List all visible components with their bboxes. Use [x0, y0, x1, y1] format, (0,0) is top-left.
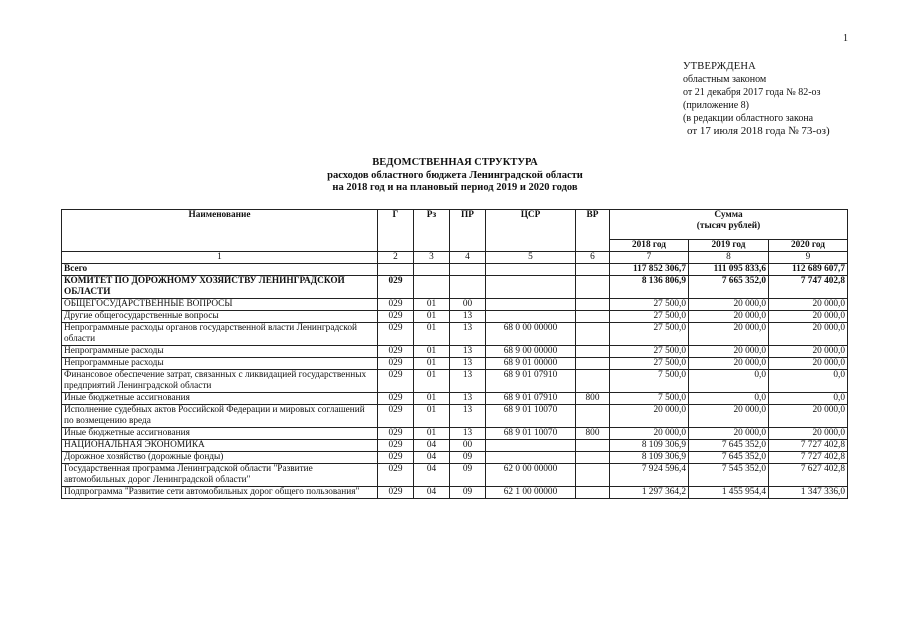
row-pr: 13 — [450, 311, 486, 323]
row-value-2020: 7 727 402,8 — [769, 452, 848, 464]
row-csr — [486, 311, 576, 323]
row-csr: 68 9 01 07910 — [486, 393, 576, 405]
row-vr: 800 — [576, 428, 610, 440]
row-value-2019: 7 665 352,0 — [689, 276, 769, 299]
title-line: на 2018 год и на плановый период 2019 и 2020 годов — [332, 182, 578, 193]
header-name: Наименование — [62, 210, 378, 252]
row-value-2020: 7 747 402,8 — [769, 276, 848, 299]
row-value-2018: 27 500,0 — [610, 346, 689, 358]
row-value-2019: 20 000,0 — [689, 346, 769, 358]
row-name: Иные бюджетные ассигнования — [62, 393, 378, 405]
row-name: Подпрограмма "Развитие сети автомобильных дорог общего пользования" — [62, 487, 378, 499]
row-g: 029 — [378, 487, 414, 499]
row-rz: 04 — [414, 440, 450, 452]
row-value-2018: 8 109 306,9 — [610, 452, 689, 464]
col-number: 2 — [378, 252, 414, 264]
table-row — [62, 393, 848, 405]
row-csr: 68 9 01 00000 — [486, 358, 576, 370]
row-vr — [576, 405, 610, 428]
approval-stamp — [683, 60, 830, 138]
row-value-2019: 20 000,0 — [689, 299, 769, 311]
page-number: 1 — [843, 33, 848, 44]
table-row — [62, 323, 848, 346]
row-value-2018: 8 136 806,9 — [610, 276, 689, 299]
row-rz: 01 — [414, 358, 450, 370]
row-pr: 13 — [450, 428, 486, 440]
row-csr: 68 9 01 07910 — [486, 370, 576, 393]
row-value-2020: 1 347 336,0 — [769, 487, 848, 499]
row-g: 029 — [378, 370, 414, 393]
row-rz: 01 — [414, 405, 450, 428]
row-g: 029 — [378, 452, 414, 464]
header-rz: Рз — [414, 210, 450, 252]
col-number: 7 — [610, 252, 689, 264]
row-value-2018: 7 924 596,4 — [610, 464, 689, 487]
row-name: Иные бюджетные ассигнования — [62, 428, 378, 440]
col-number: 8 — [689, 252, 769, 264]
row-value-2019: 20 000,0 — [689, 428, 769, 440]
row-pr: 13 — [450, 346, 486, 358]
row-g: 029 — [378, 346, 414, 358]
row-value-2019: 7 645 352,0 — [689, 452, 769, 464]
row-pr: 13 — [450, 370, 486, 393]
row-name: Дорожное хозяйство (дорожные фонды) — [62, 452, 378, 464]
row-rz: 01 — [414, 428, 450, 440]
header-sum — [610, 210, 848, 240]
col-number: 9 — [769, 252, 848, 264]
row-g: 029 — [378, 464, 414, 487]
approval-heading: УТВЕРЖДЕНА — [683, 61, 756, 72]
row-value-2020: 112 689 607,7 — [769, 264, 848, 276]
row-pr: 09 — [450, 487, 486, 499]
header-year-2019: 2019 год — [689, 240, 769, 252]
row-g — [378, 264, 414, 276]
table-row — [62, 464, 848, 487]
table-row — [62, 264, 848, 276]
header-year-2018: 2018 год — [610, 240, 689, 252]
row-value-2020: 20 000,0 — [769, 358, 848, 370]
row-rz: 01 — [414, 346, 450, 358]
row-value-2020: 20 000,0 — [769, 346, 848, 358]
row-value-2020: 20 000,0 — [769, 299, 848, 311]
table-row — [62, 428, 848, 440]
row-pr: 00 — [450, 440, 486, 452]
row-name: Финансовое обеспечение затрат, связанных с ликвидацией государственных предприятий Ленинградской области — [62, 370, 378, 393]
row-value-2019: 0,0 — [689, 370, 769, 393]
row-value-2018: 27 500,0 — [610, 299, 689, 311]
row-rz: 01 — [414, 299, 450, 311]
header-sum-label: Сумма — [714, 210, 743, 220]
column-number-row — [62, 252, 848, 264]
row-vr — [576, 323, 610, 346]
title-line: ВЕДОМСТВЕННАЯ СТРУКТУРА — [372, 157, 538, 168]
header-pr: ПР — [450, 210, 486, 252]
row-value-2020: 0,0 — [769, 370, 848, 393]
row-csr: 68 9 01 10070 — [486, 405, 576, 428]
row-value-2019: 20 000,0 — [689, 311, 769, 323]
row-pr — [450, 264, 486, 276]
approval-line: (приложение 8) — [683, 100, 749, 111]
header-csr: ЦСР — [486, 210, 576, 252]
col-number: 1 — [62, 252, 378, 264]
table-row — [62, 276, 848, 299]
row-pr — [450, 276, 486, 299]
row-value-2018: 8 109 306,9 — [610, 440, 689, 452]
row-rz: 01 — [414, 370, 450, 393]
header-vr: ВР — [576, 210, 610, 252]
row-rz: 01 — [414, 323, 450, 346]
row-value-2020: 20 000,0 — [769, 428, 848, 440]
table-row — [62, 405, 848, 428]
col-number: 6 — [576, 252, 610, 264]
row-g: 029 — [378, 405, 414, 428]
row-value-2019: 7 645 352,0 — [689, 440, 769, 452]
row-vr — [576, 464, 610, 487]
table-row — [62, 487, 848, 499]
row-vr — [576, 370, 610, 393]
header-g: Г — [378, 210, 414, 252]
table-row — [62, 299, 848, 311]
row-rz — [414, 276, 450, 299]
row-value-2019: 1 455 954,4 — [689, 487, 769, 499]
row-value-2018: 20 000,0 — [610, 405, 689, 428]
row-value-2019: 20 000,0 — [689, 405, 769, 428]
row-csr: 68 9 00 00000 — [486, 346, 576, 358]
row-pr: 00 — [450, 299, 486, 311]
table-row — [62, 311, 848, 323]
row-g: 029 — [378, 440, 414, 452]
row-rz: 01 — [414, 311, 450, 323]
col-number: 3 — [414, 252, 450, 264]
row-g: 029 — [378, 299, 414, 311]
row-vr — [576, 487, 610, 499]
row-value-2020: 20 000,0 — [769, 311, 848, 323]
row-g: 029 — [378, 428, 414, 440]
row-value-2018: 1 297 364,2 — [610, 487, 689, 499]
row-vr — [576, 358, 610, 370]
row-value-2020: 0,0 — [769, 393, 848, 405]
row-value-2020: 7 727 402,8 — [769, 440, 848, 452]
table-row — [62, 346, 848, 358]
row-rz: 01 — [414, 393, 450, 405]
row-value-2019: 20 000,0 — [689, 323, 769, 346]
row-name: Исполнение судебных актов Российской Федерации и мировых соглашений по возмещению вреда — [62, 405, 378, 428]
col-number: 4 — [450, 252, 486, 264]
row-value-2018: 7 500,0 — [610, 393, 689, 405]
row-vr — [576, 264, 610, 276]
row-name: ОБЩЕГОСУДАРСТВЕННЫЕ ВОПРОСЫ — [62, 299, 378, 311]
row-name: Непрограммные расходы — [62, 358, 378, 370]
row-value-2018: 27 500,0 — [610, 323, 689, 346]
row-value-2020: 20 000,0 — [769, 405, 848, 428]
row-vr — [576, 311, 610, 323]
row-g: 029 — [378, 393, 414, 405]
title-line: расходов областного бюджета Ленинградской области — [327, 169, 583, 181]
row-name: Всего — [62, 264, 378, 276]
row-value-2019: 20 000,0 — [689, 358, 769, 370]
row-rz: 04 — [414, 487, 450, 499]
row-g: 029 — [378, 358, 414, 370]
row-vr — [576, 440, 610, 452]
row-rz: 04 — [414, 452, 450, 464]
table-row — [62, 358, 848, 370]
row-name: Другие общегосударственные вопросы — [62, 311, 378, 323]
row-csr: 68 9 01 10070 — [486, 428, 576, 440]
document-title — [260, 157, 650, 195]
approval-line: от 17 июля 2018 года № 73-оз) — [687, 125, 830, 137]
budget-table — [61, 209, 848, 499]
row-csr: 68 0 00 00000 — [486, 323, 576, 346]
table-row — [62, 452, 848, 464]
approval-line: от 21 декабря 2017 года № 82-оз — [683, 87, 821, 98]
row-name: Государственная программа Ленинградской области "Развитие автомобильных дорог Ленинградской области" — [62, 464, 378, 487]
row-pr: 13 — [450, 405, 486, 428]
approval-line: областным законом — [683, 74, 767, 85]
row-value-2020: 7 627 402,8 — [769, 464, 848, 487]
row-name: КОМИТЕТ ПО ДОРОЖНОМУ ХОЗЯЙСТВУ ЛЕНИНГРАДСКОЙ ОБЛАСТИ — [62, 276, 378, 299]
row-csr — [486, 264, 576, 276]
row-pr: 09 — [450, 452, 486, 464]
table-row — [62, 370, 848, 393]
row-csr — [486, 440, 576, 452]
row-rz — [414, 264, 450, 276]
table-row — [62, 440, 848, 452]
row-csr: 62 1 00 00000 — [486, 487, 576, 499]
row-value-2018: 27 500,0 — [610, 358, 689, 370]
row-vr — [576, 346, 610, 358]
row-vr — [576, 299, 610, 311]
row-pr: 09 — [450, 464, 486, 487]
row-name: НАЦИОНАЛЬНАЯ ЭКОНОМИКА — [62, 440, 378, 452]
row-value-2019: 111 095 833,6 — [689, 264, 769, 276]
header-sum-unit: (тысяч рублей) — [696, 221, 761, 231]
row-vr — [576, 452, 610, 464]
row-value-2018: 20 000,0 — [610, 428, 689, 440]
row-g: 029 — [378, 276, 414, 299]
row-pr: 13 — [450, 358, 486, 370]
row-name: Непрограммные расходы — [62, 346, 378, 358]
row-csr: 62 0 00 00000 — [486, 464, 576, 487]
row-pr: 13 — [450, 323, 486, 346]
row-g: 029 — [378, 311, 414, 323]
col-number: 5 — [486, 252, 576, 264]
row-g: 029 — [378, 323, 414, 346]
row-value-2018: 117 852 306,7 — [610, 264, 689, 276]
row-csr — [486, 276, 576, 299]
row-value-2019: 7 545 352,0 — [689, 464, 769, 487]
row-vr: 800 — [576, 393, 610, 405]
row-value-2019: 0,0 — [689, 393, 769, 405]
row-rz: 04 — [414, 464, 450, 487]
row-value-2020: 20 000,0 — [769, 323, 848, 346]
row-value-2018: 27 500,0 — [610, 311, 689, 323]
row-value-2018: 7 500,0 — [610, 370, 689, 393]
row-name: Непрограммные расходы органов государственной власти Ленинградской области — [62, 323, 378, 346]
row-vr — [576, 276, 610, 299]
header-year-2020: 2020 год — [769, 240, 848, 252]
row-pr: 13 — [450, 393, 486, 405]
row-csr — [486, 299, 576, 311]
approval-line: (в редакции областного закона — [683, 113, 814, 124]
row-csr — [486, 452, 576, 464]
